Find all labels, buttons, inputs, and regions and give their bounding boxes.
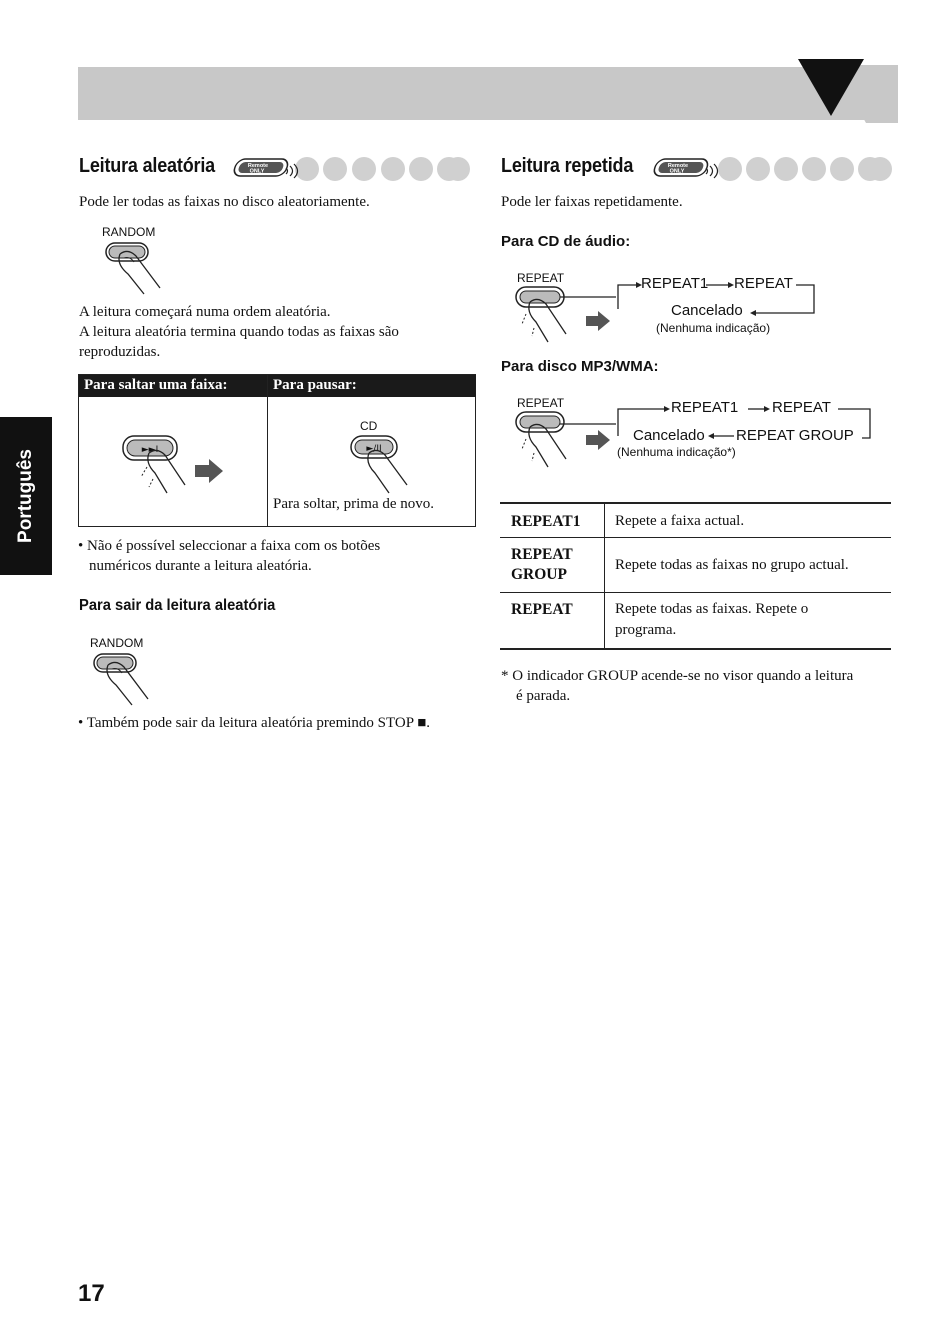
side-tab-label: Português: [15, 449, 36, 543]
mode-repeat-group-line1: REPEAT: [511, 546, 573, 563]
mode-repeat1: REPEAT1: [511, 513, 581, 530]
pause-release-note: Para soltar, prima de novo.: [273, 496, 435, 512]
skip-button-press-icon[interactable]: [117, 431, 237, 501]
page-number: 17: [78, 1280, 105, 1307]
skip-pause-table: [78, 374, 476, 527]
table-row: [500, 592, 891, 650]
pause-symbol: ►/II: [366, 444, 382, 454]
skip-track-header: Para saltar uma faixa:: [79, 375, 267, 397]
mp3-wma-heading: Para disco MP3/WMA:: [501, 358, 659, 375]
cd-label: CD: [360, 419, 378, 433]
remote-badge-line1: Remote: [247, 163, 269, 169]
random-intro: Pode ler todas as faixas no disco aleatoriamente.: [79, 194, 370, 210]
cd-flow-repeat: REPEAT: [734, 275, 793, 292]
corner-triangle-icon: [792, 57, 902, 123]
mp3-flow-repeat1: REPEAT1: [671, 399, 739, 416]
remote-badge-line2-2: ONLY: [669, 168, 685, 175]
mp3-flow-group: REPEAT GROUP: [736, 427, 854, 444]
random-note-line2: numéricos durante a leitura aleatória.: [89, 558, 312, 574]
language-side-tab: [0, 417, 52, 575]
remote-badge-line1-2: Remote: [667, 163, 689, 169]
random-desc-line2: A leitura aleatória termina quando todas as faixas são: [79, 324, 399, 340]
repeat-button-label-2: REPEAT: [517, 396, 565, 410]
table-row: [500, 537, 891, 593]
table-divider: [267, 375, 268, 526]
random-note-line1: • Não é possível seleccionar a faixa com os botões: [78, 538, 381, 554]
desc-repeat-line1: Repete todas as faixas. Repete o: [615, 601, 809, 617]
table-row: [500, 502, 891, 539]
section-title-repeat: Leitura repetida: [501, 155, 634, 177]
mp3-flow-repeat: REPEAT: [772, 399, 831, 416]
random-button-label: RANDOM: [102, 225, 156, 239]
cd-flow-cancelado: Cancelado: [671, 302, 743, 319]
desc-repeat1: Repete a faixa actual.: [615, 513, 745, 529]
cd-flow-repeat1: REPEAT1: [641, 275, 709, 292]
header-bar: [78, 67, 898, 120]
pause-button-press-icon[interactable]: [343, 433, 423, 499]
cd-audio-heading: Para CD de áudio:: [501, 233, 631, 250]
mode-repeat: REPEAT: [511, 601, 573, 618]
pause-header: Para pausar:: [268, 375, 476, 397]
mp3-flow-none: (Nenhuma indicação*): [617, 445, 736, 459]
random-desc-line3: reproduzidas.: [79, 344, 161, 360]
section-title-random: Leitura aleatória: [79, 155, 215, 177]
remote-only-badge-icon-2: [648, 155, 898, 183]
random-button-label-2: RANDOM: [90, 636, 144, 650]
random-button-press-icon[interactable]: [100, 238, 170, 296]
cd-flow-none: (Nenhuma indicação): [656, 321, 771, 335]
footnote-line1: * O indicador GROUP acende-se no visor quando a leitura: [501, 668, 854, 684]
repeat-button-label: REPEAT: [517, 271, 565, 285]
footnote-line2: é parada.: [516, 688, 571, 704]
remote-badge-line2: ONLY: [249, 168, 265, 175]
stop-note: • Também pode sair da leitura aleatória premindo STOP ■.: [78, 715, 431, 731]
repeat-intro: Pode ler faixas repetidamente.: [501, 194, 683, 210]
mode-repeat-group-line2: GROUP: [511, 566, 567, 583]
skip-symbol: ►►I: [141, 445, 159, 455]
desc-repeat-line2: programa.: [615, 622, 677, 638]
remote-only-badge-icon: [228, 155, 478, 183]
random-button-press-icon-2[interactable]: [88, 649, 158, 707]
mp3-flow-cancelado: Cancelado: [633, 427, 705, 444]
desc-repeat-group: Repete todas as faixas no grupo actual.: [615, 557, 849, 573]
exit-random-heading: Para sair da leitura aleatória: [79, 597, 276, 614]
random-desc-line1: A leitura começará numa ordem aleatória.: [79, 304, 331, 320]
